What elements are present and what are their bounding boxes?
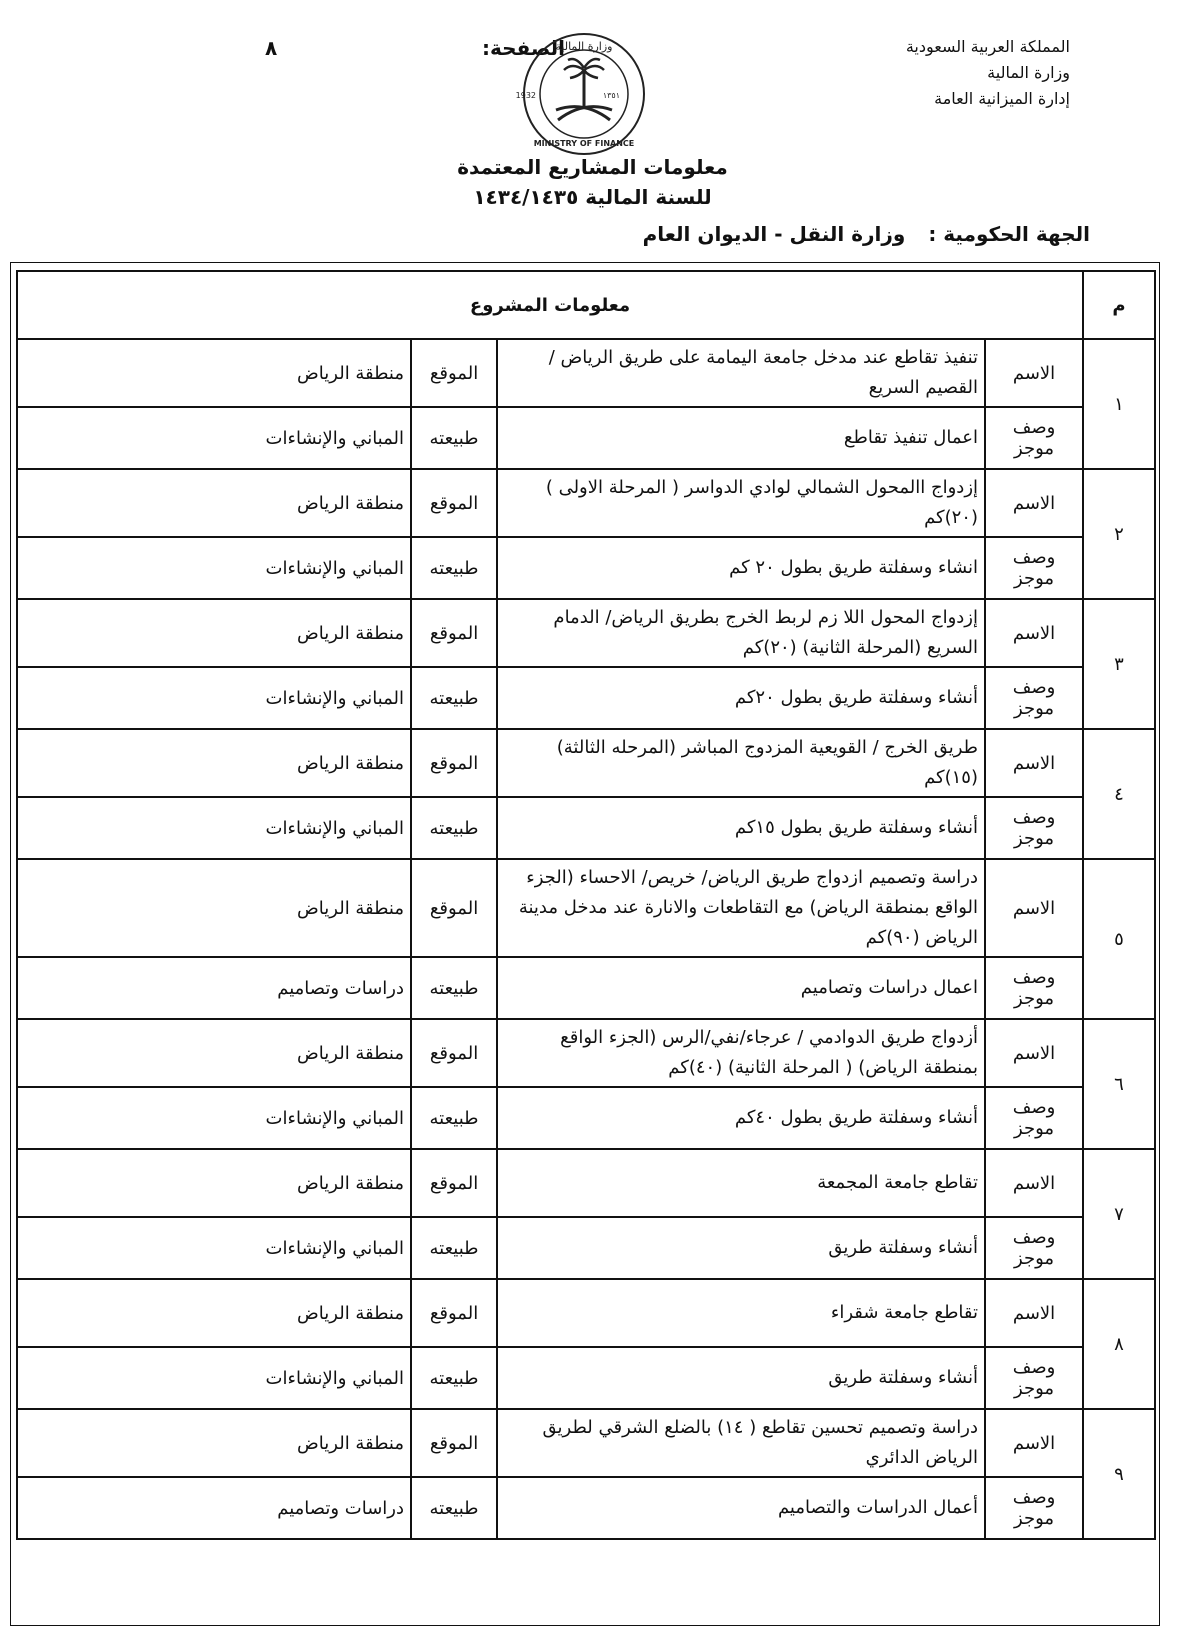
location-label: الموقع: [411, 859, 497, 957]
project-number: ٧: [1083, 1149, 1155, 1279]
project-name: تنفيذ تقاطع عند مدخل جامعة اليمامة على طريق الرياض / القصيم السريع: [497, 339, 985, 407]
project-location: منطقة الرياض: [17, 1149, 411, 1217]
location-label: الموقع: [411, 1149, 497, 1217]
project-location: منطقة الرياض: [17, 729, 411, 797]
description-label: وصف موجز: [985, 1347, 1083, 1409]
description-label: وصف موجز: [985, 1087, 1083, 1149]
nature-label: طبيعته: [411, 1347, 497, 1409]
project-number: ٥: [1083, 859, 1155, 1019]
table-row: [17, 1149, 1155, 1217]
project-description: اعمال دراسات وتصاميم: [497, 957, 985, 1019]
table-row-description: [17, 1477, 1155, 1539]
org-ministry: وزارة المالية: [987, 63, 1070, 82]
page-label: الصفحة:: [481, 36, 565, 60]
table-row: [17, 1409, 1155, 1477]
name-label: الاسم: [985, 1149, 1083, 1217]
location-label: الموقع: [411, 599, 497, 667]
project-name: أزدواج طريق الدوادمي / عرجاء/نفي/الرس (الجزء الواقع بمنطقة الرياض) ( المرحلة الثانية) (٤٠)كم: [497, 1019, 985, 1087]
description-label: وصف موجز: [985, 667, 1083, 729]
table-row: [17, 1279, 1155, 1347]
header-project-info: معلومات المشروع: [17, 271, 1083, 339]
name-label: الاسم: [985, 599, 1083, 667]
page-number: ٨: [265, 36, 278, 60]
table-row: [17, 859, 1155, 957]
nature-label: طبيعته: [411, 797, 497, 859]
organization-block: [830, 34, 1070, 112]
table-row-description: [17, 1087, 1155, 1149]
ministry-seal-logo: [515, 30, 648, 158]
project-description: أنشاء وسفلتة طريق بطول ٢٠كم: [497, 667, 985, 729]
table-row-description: [17, 1347, 1155, 1409]
project-number: ٤: [1083, 729, 1155, 859]
table-row: [17, 729, 1155, 797]
government-entity: [643, 222, 1090, 246]
nature-label: طبيعته: [411, 1217, 497, 1279]
project-nature: المباني والإنشاءات: [17, 1347, 411, 1409]
description-label: وصف موجز: [985, 537, 1083, 599]
nature-label: طبيعته: [411, 537, 497, 599]
description-label: وصف موجز: [985, 957, 1083, 1019]
table-row: [17, 599, 1155, 667]
project-description: أنشاء وسفلتة طريق: [497, 1347, 985, 1409]
project-number: ٨: [1083, 1279, 1155, 1409]
table-row-description: [17, 1217, 1155, 1279]
project-nature: المباني والإنشاءات: [17, 1087, 411, 1149]
nature-label: طبيعته: [411, 957, 497, 1019]
project-nature: دراسات وتصاميم: [17, 1477, 411, 1539]
svg-text:وزارة المالية: وزارة المالية: [555, 40, 613, 53]
nature-label: طبيعته: [411, 667, 497, 729]
description-label: وصف موجز: [985, 1217, 1083, 1279]
name-label: الاسم: [985, 729, 1083, 797]
name-label: الاسم: [985, 1019, 1083, 1087]
name-label: الاسم: [985, 339, 1083, 407]
project-description: اعمال تنفيذ تقاطع: [497, 407, 985, 469]
document-title-block: [420, 152, 765, 212]
svg-text:MINISTRY OF FINANCE: MINISTRY OF FINANCE: [533, 139, 635, 148]
document-title: معلومات المشاريع المعتمدة: [457, 155, 728, 179]
project-name: طريق الخرج / القويعية المزدوج المباشر (المرحله الثالثة) (١٥)كم: [497, 729, 985, 797]
project-location: منطقة الرياض: [17, 339, 411, 407]
project-name: تقاطع جامعة شقراء: [497, 1279, 985, 1347]
project-description: أنشاء وسفلتة طريق بطول ٤٠كم: [497, 1087, 985, 1149]
project-name: تقاطع جامعة المجمعة: [497, 1149, 985, 1217]
project-number: ٢: [1083, 469, 1155, 599]
svg-text:١٣٥١: ١٣٥١: [602, 91, 620, 100]
table-row-description: [17, 407, 1155, 469]
table-row: [17, 469, 1155, 537]
org-department: إدارة الميزانية العامة: [934, 89, 1070, 108]
location-label: الموقع: [411, 1279, 497, 1347]
description-label: وصف موجز: [985, 797, 1083, 859]
projects-table: [16, 270, 1156, 1540]
project-location: منطقة الرياض: [17, 469, 411, 537]
table-row-description: [17, 537, 1155, 599]
projects-table-body: [17, 271, 1155, 1539]
table-header-row: [17, 271, 1155, 339]
location-label: الموقع: [411, 729, 497, 797]
project-nature: المباني والإنشاءات: [17, 407, 411, 469]
project-description: أنشاء وسفلتة طريق بطول ١٥كم: [497, 797, 985, 859]
fiscal-year: للسنة المالية ١٤٣٤/١٤٣٥: [473, 185, 712, 209]
project-description: أنشاء وسفلتة طريق: [497, 1217, 985, 1279]
project-nature: المباني والإنشاءات: [17, 797, 411, 859]
svg-text:1932: 1932: [515, 91, 536, 100]
name-label: الاسم: [985, 469, 1083, 537]
location-label: الموقع: [411, 1019, 497, 1087]
seal-graphic: [515, 30, 648, 158]
project-nature: المباني والإنشاءات: [17, 667, 411, 729]
nature-label: طبيعته: [411, 1477, 497, 1539]
project-number: ٣: [1083, 599, 1155, 729]
header-number: م: [1083, 271, 1155, 339]
location-label: الموقع: [411, 469, 497, 537]
project-nature: المباني والإنشاءات: [17, 1217, 411, 1279]
table-row-description: [17, 667, 1155, 729]
project-description: أعمال الدراسات والتصاميم: [497, 1477, 985, 1539]
project-number: ٩: [1083, 1409, 1155, 1539]
project-description: انشاء وسفلتة طريق بطول ٢٠ كم: [497, 537, 985, 599]
name-label: الاسم: [985, 1279, 1083, 1347]
entity-value: وزارة النقل - الديوان العام: [642, 222, 906, 246]
project-nature: دراسات وتصاميم: [17, 957, 411, 1019]
name-label: الاسم: [985, 859, 1083, 957]
table-row: [17, 339, 1155, 407]
project-nature: المباني والإنشاءات: [17, 537, 411, 599]
entity-label: الجهة الحكومية :: [928, 222, 1090, 246]
org-kingdom: المملكة العربية السعودية: [905, 37, 1070, 56]
project-location: منطقة الرياض: [17, 1409, 411, 1477]
project-location: منطقة الرياض: [17, 859, 411, 957]
project-number: ٦: [1083, 1019, 1155, 1149]
project-name: دراسة وتصميم ازدواج طريق الرياض/ خريص/ الاحساء (الجزء الواقع بمنطقة الرياض) مع التقاطعات والانارة عند مدخل مدينة الرياض (٩٠)كم: [497, 859, 985, 957]
project-name: إزدواج االمحول الشمالي لوادي الدواسر ( المرحلة الاولى ) (٢٠)كم: [497, 469, 985, 537]
table-row-description: [17, 797, 1155, 859]
table-row-description: [17, 957, 1155, 1019]
location-label: الموقع: [411, 1409, 497, 1477]
project-location: منطقة الرياض: [17, 1279, 411, 1347]
project-name: إزدواج المحول اللا زم لربط الخرج بطريق الرياض/ الدمام السريع (المرحلة الثانية) (٢٠)كم: [497, 599, 985, 667]
project-location: منطقة الرياض: [17, 599, 411, 667]
nature-label: طبيعته: [411, 1087, 497, 1149]
name-label: الاسم: [985, 1409, 1083, 1477]
project-name: دراسة وتصميم تحسين تقاطع ( ١٤) بالضلع الشرقي لطريق الرياض الدائري: [497, 1409, 985, 1477]
nature-label: طبيعته: [411, 407, 497, 469]
table-row: [17, 1019, 1155, 1087]
project-number: ١: [1083, 339, 1155, 469]
description-label: وصف موجز: [985, 407, 1083, 469]
description-label: وصف موجز: [985, 1477, 1083, 1539]
project-location: منطقة الرياض: [17, 1019, 411, 1087]
location-label: الموقع: [411, 339, 497, 407]
